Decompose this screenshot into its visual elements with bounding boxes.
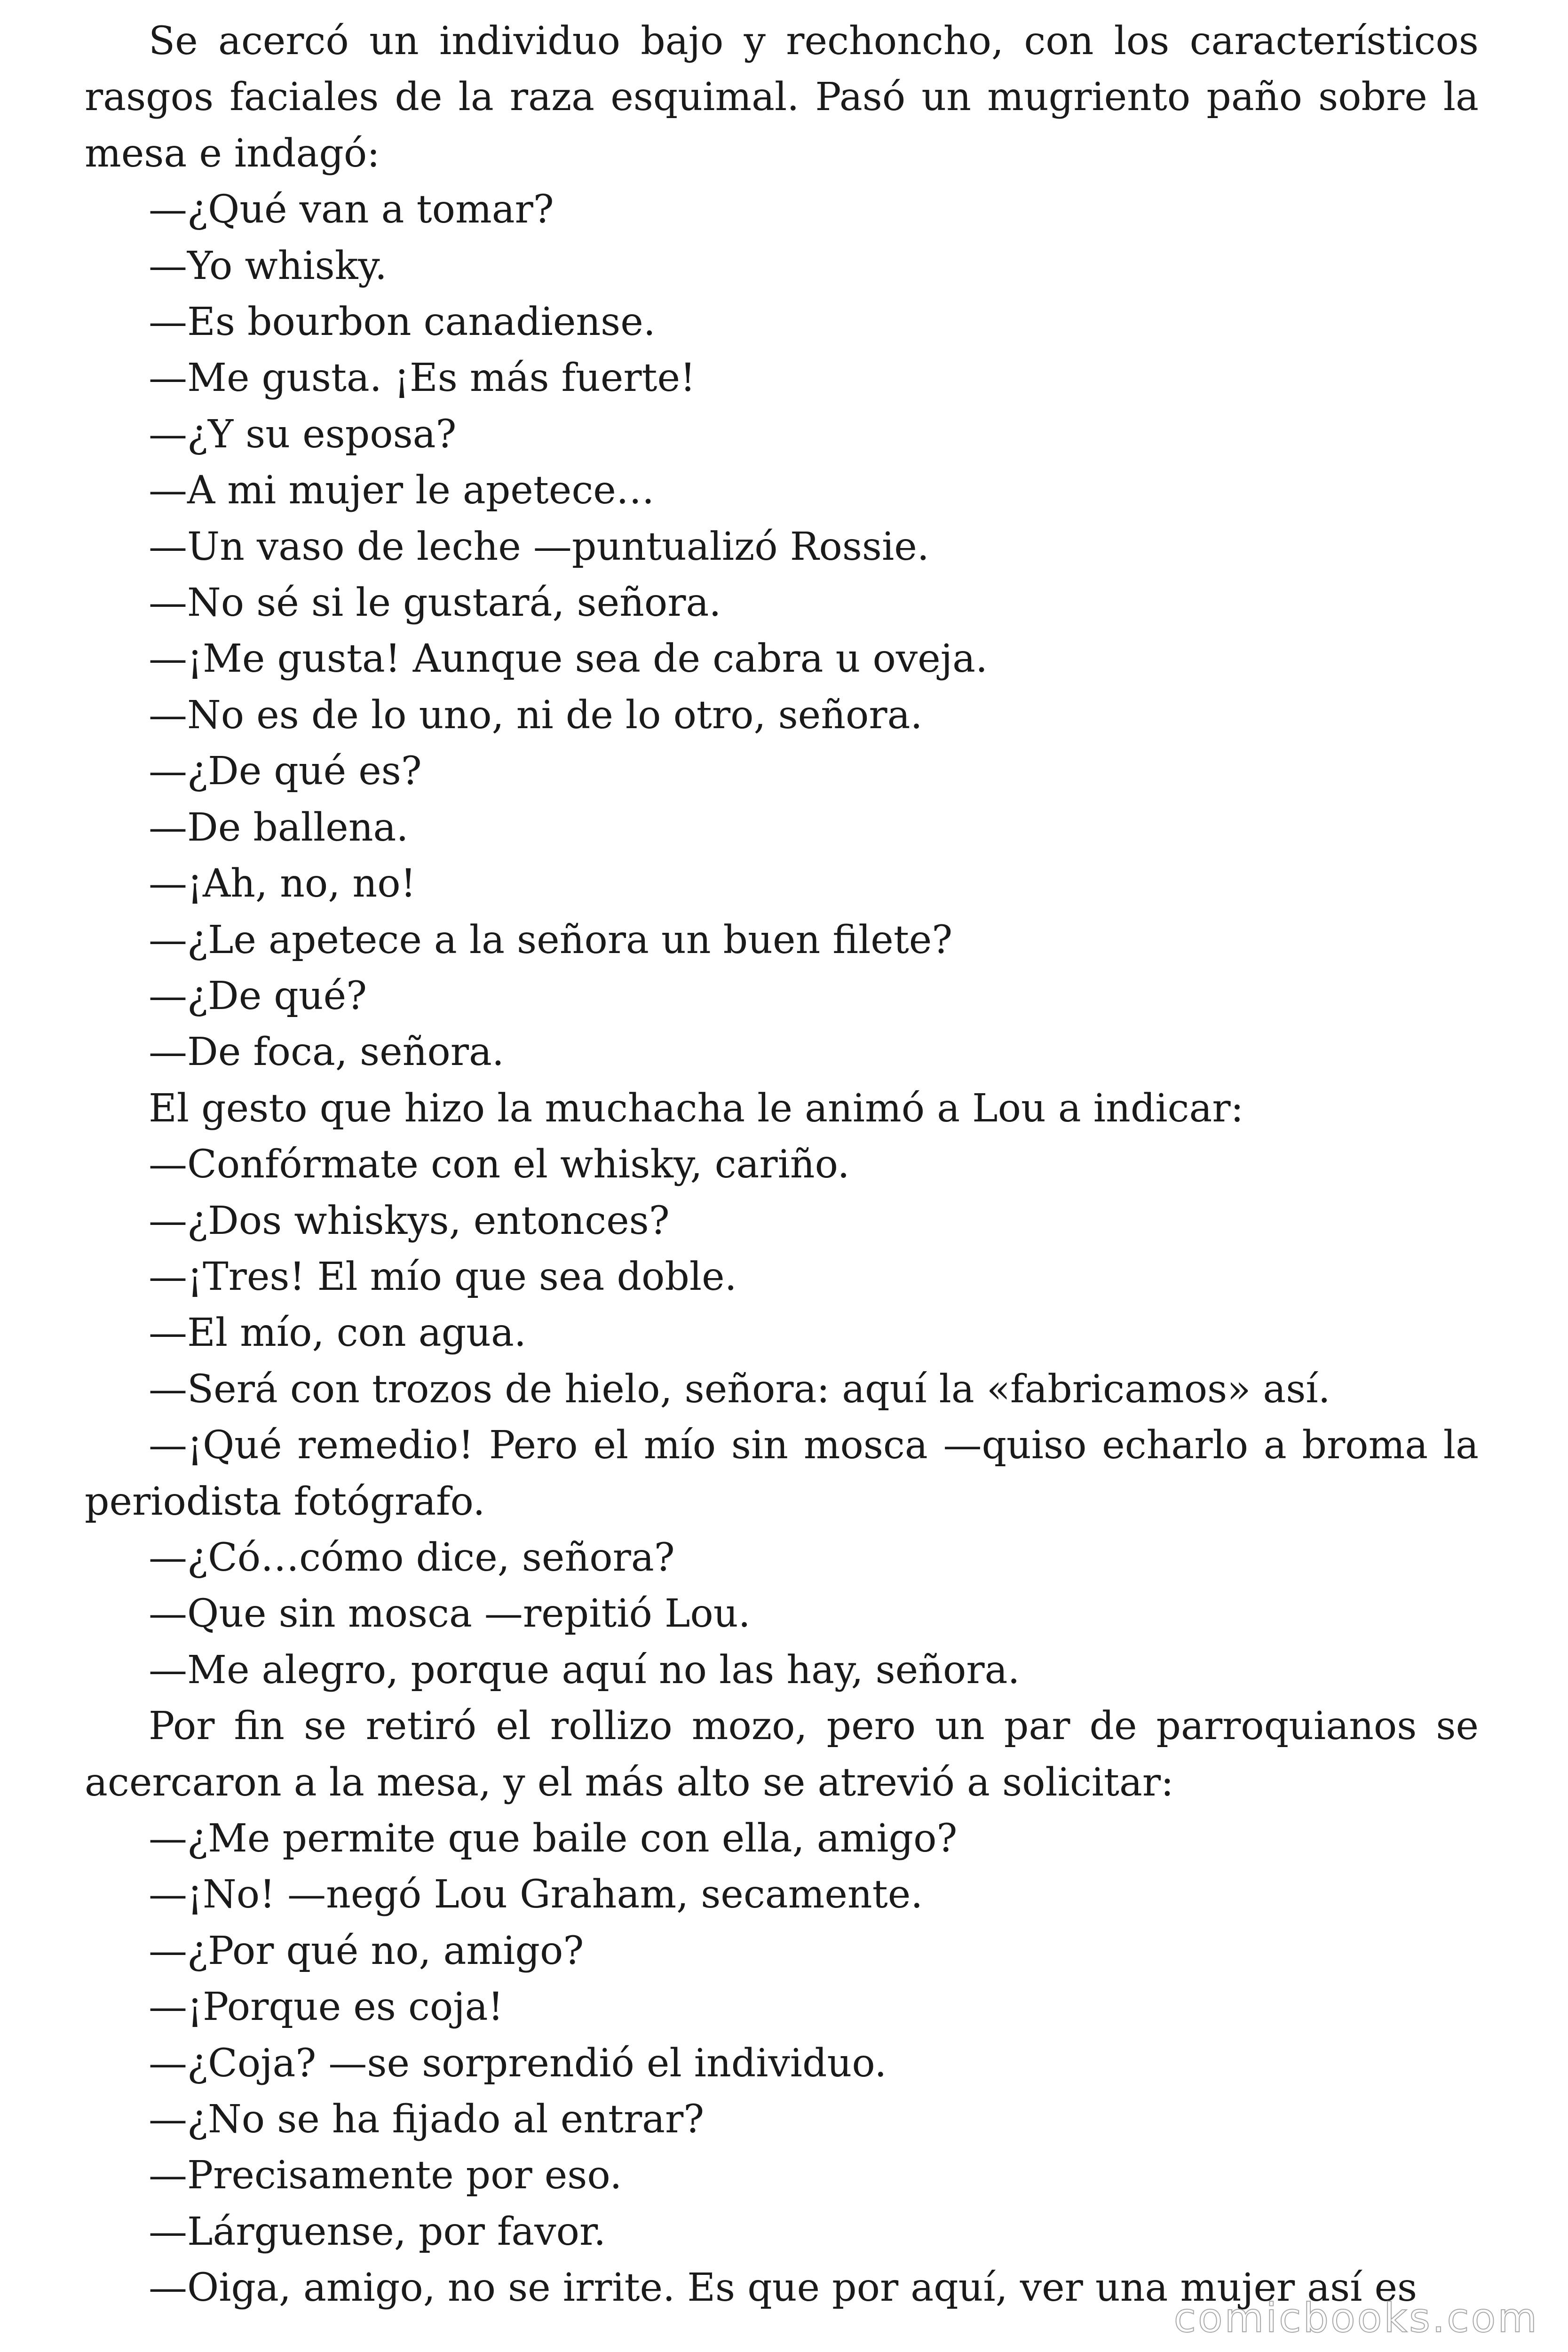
- dialogue-line: —No es de lo uno, ni de lo otro, señora.: [149, 692, 923, 738]
- dialogue-line: —A mi mujer le apetece…: [149, 468, 655, 513]
- dialogue-line: —¿No se ha fijado al entrar?: [149, 2097, 705, 2142]
- page-text: [85, 13, 1479, 2316]
- paragraph: Se acercó un individuo bajo y rechoncho, con los característicos rasgos faciales de la raza esquimal. Pasó un mugriento paño sobre la mesa e indagó:: [85, 19, 1479, 176]
- dialogue-line: —Es bourbon canadiense.: [149, 300, 656, 345]
- dialogue-line: —Confórmate con el whisky, cariño.: [149, 1142, 850, 1187]
- dialogue-line: —¿Dos whiskys, entonces?: [149, 1198, 670, 1243]
- dialogue-line: —¿De qué?: [149, 973, 367, 1018]
- dialogue-line: —Me alegro, porque aquí no las hay, señora.: [149, 1647, 1020, 1692]
- dialogue-line: —¡Porque es coja!: [149, 1985, 504, 2030]
- dialogue-line: —De foca, señora.: [149, 1030, 504, 1075]
- dialogue-line: —¡Qué remedio! Pero el mío sin mosca —quiso echarlo a broma la periodista fotógrafo.: [85, 1423, 1479, 1524]
- dialogue-line: —¿Y su esposa?: [149, 412, 457, 457]
- dialogue-line: —¿Qué van a tomar?: [149, 187, 554, 232]
- dialogue-line: —Me gusta. ¡Es más fuerte!: [149, 356, 696, 401]
- dialogue-line: —Yo whisky.: [149, 243, 387, 288]
- dialogue-line: —¿Por qué no, amigo?: [149, 1928, 584, 1973]
- dialogue-line: —¿De qué es?: [149, 749, 422, 794]
- watermark: comicbooks.com: [1173, 2295, 1539, 2342]
- paragraph: El gesto que hizo la muchacha le animó a Lou a indicar:: [149, 1086, 1244, 1131]
- dialogue-line: —¡No! —negó Lou Graham, secamente.: [149, 1872, 923, 1917]
- dialogue-line: —¿Le apetece a la señora un buen filete?: [149, 917, 953, 962]
- dialogue-line: —No sé si le gustará, señora.: [149, 580, 721, 626]
- dialogue-line: —¿Có…cómo dice, señora?: [149, 1535, 675, 1580]
- dialogue-line: —¿Me permite que baile con ella, amigo?: [149, 1816, 958, 1861]
- dialogue-line: —Oiga, amigo, no se irrite. Es que por aquí, ver una mujer así es: [149, 2265, 1418, 2311]
- dialogue-line: —¿Coja? —se sorprendió el individuo.: [149, 2041, 887, 2086]
- dialogue-line: —¡Ah, no, no!: [149, 861, 416, 906]
- dialogue-line: —¡Me gusta! Aunque sea de cabra u oveja.: [149, 636, 988, 682]
- dialogue-line: —Lárguense, por favor.: [149, 2209, 606, 2254]
- dialogue-line: —Precisamente por eso.: [149, 2153, 622, 2198]
- dialogue-line: —¡Tres! El mío que sea doble.: [149, 1254, 737, 1299]
- dialogue-line: —Será con trozos de hielo, señora: aquí la «fabricamos» así.: [149, 1367, 1330, 1412]
- dialogue-line: —El mío, con agua.: [149, 1311, 526, 1356]
- dialogue-line: —De ballena.: [149, 805, 409, 850]
- paragraph: Por fin se retiró el rollizo mozo, pero un par de parroquianos se acercaron a la mesa, y el más alto se atrevió a solicitar:: [85, 1704, 1479, 1805]
- dialogue-line: —Que sin mosca —repitió Lou.: [149, 1591, 751, 1637]
- dialogue-line: —Un vaso de leche —puntualizó Rossie.: [149, 524, 929, 569]
